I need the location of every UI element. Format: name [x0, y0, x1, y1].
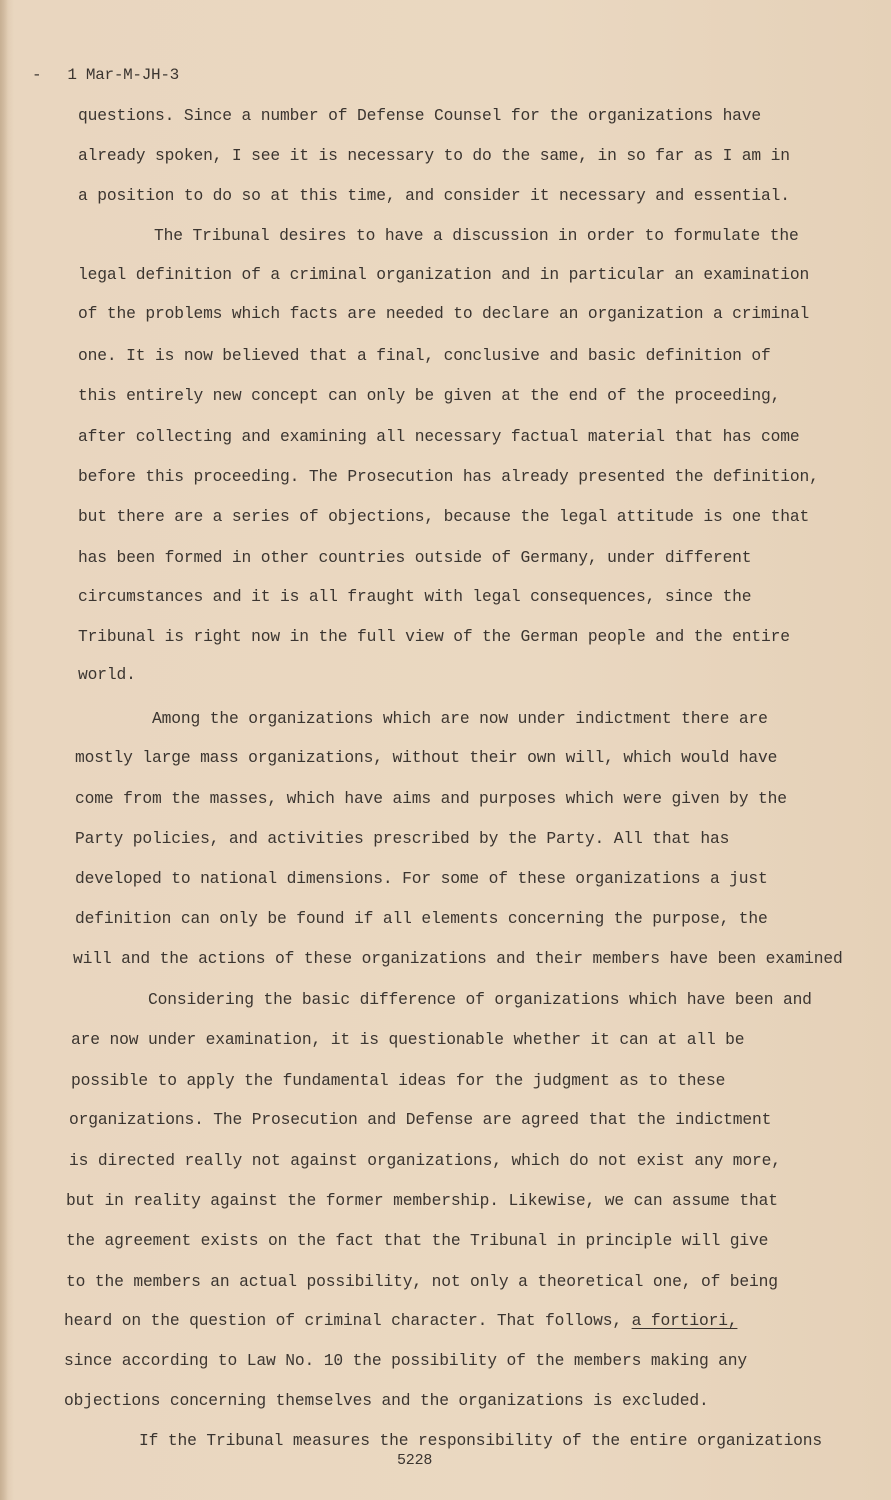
- paragraph-3-line-6: definition can only be found if all elements concerning the purpose, the: [75, 909, 768, 928]
- paragraph-4-line-1: Considering the basic difference of organizations which have been and: [148, 990, 812, 1009]
- paragraph-5-line-1: If the Tribunal measures the responsibility of the entire organizations: [139, 1431, 823, 1450]
- paragraph-4-line-11: objections concerning themselves and the organizations is excluded.: [64, 1391, 709, 1410]
- paragraph-2-line-7: before this proceeding. The Prosecution has already presented the definition,: [78, 467, 819, 486]
- paragraph-4-line-9-text: heard on the question of criminal character. That follows,: [64, 1311, 622, 1330]
- paragraph-3-line-3: come from the masses, which have aims and purposes which were given by the: [75, 789, 787, 808]
- paragraph-4-line-7: the agreement exists on the fact that the Tribunal in principle will give: [66, 1231, 769, 1250]
- paragraph-4-line-2: are now under examination, it is questionable whether it can at all be: [71, 1030, 745, 1049]
- page-number: 5228: [397, 1452, 433, 1469]
- paragraph-1-line-3: a position to do so at this time, and consider it necessary and essential.: [78, 186, 790, 205]
- header-bullet: -: [32, 66, 42, 84]
- paragraph-2-line-3: of the problems which facts are needed to declare an organization a criminal: [78, 304, 810, 323]
- paper-left-edge: [0, 0, 8, 1500]
- paragraph-4-line-9: [64, 1311, 737, 1331]
- paragraph-2-line-5: this entirely new concept can only be given at the end of the proceeding,: [78, 386, 781, 405]
- paragraph-3-line-4: Party policies, and activities prescribed by the Party. All that has: [75, 829, 730, 848]
- latin-phrase: a fortiori,: [631, 1311, 738, 1330]
- paragraph-4-line-4: organizations. The Prosecution and Defense are agreed that the indictment: [69, 1110, 772, 1129]
- document-reference: 1 Mar-M-JH-3: [67, 66, 179, 84]
- paragraph-2-line-4: one. It is now believed that a final, conclusive and basic definition of: [78, 346, 771, 365]
- paragraph-2-line-12: world.: [78, 665, 136, 684]
- paragraph-1-line-1: questions. Since a number of Defense Counsel for the organizations have: [78, 106, 762, 125]
- paragraph-4-line-8: to the members an actual possibility, not only a theoretical one, of being: [66, 1272, 778, 1291]
- paragraph-3-line-5: developed to national dimensions. For some of these organizations a just: [75, 869, 768, 888]
- paragraph-2-line-2: legal definition of a criminal organization and in particular an examination: [78, 265, 810, 284]
- paragraph-4-line-5: is directed really not against organizations, which do not exist any more,: [69, 1151, 781, 1170]
- paragraph-4-line-10: since according to Law No. 10 the possibility of the members making any: [64, 1351, 748, 1370]
- paragraph-3-line-2: mostly large mass organizations, without their own will, which would have: [75, 748, 778, 767]
- paragraph-2-line-1: The Tribunal desires to have a discussion in order to formulate the: [154, 226, 799, 245]
- paragraph-2-line-9: has been formed in other countries outside of Germany, under different: [78, 548, 752, 567]
- paragraph-2-line-11: Tribunal is right now in the full view of the German people and the entire: [78, 627, 790, 646]
- paragraph-2-line-10: circumstances and it is all fraught with legal consequences, since the: [78, 587, 752, 606]
- paragraph-2-line-6: after collecting and examining all necessary factual material that has come: [78, 427, 800, 446]
- paragraph-1-line-2: already spoken, I see it is necessary to do the same, in so far as I am in: [78, 146, 790, 165]
- page-header: [32, 66, 179, 84]
- paragraph-4-line-3: possible to apply the fundamental ideas for the judgment as to these: [71, 1071, 726, 1090]
- paragraph-3-line-7: will and the actions of these organizations and their members have been examined: [73, 949, 843, 968]
- paragraph-2-line-8: but there are a series of objections, because the legal attitude is one that: [78, 507, 810, 526]
- paragraph-3-line-1: Among the organizations which are now under indictment there are: [152, 709, 768, 728]
- paragraph-4-line-6: but in reality against the former membership. Likewise, we can assume that: [66, 1191, 778, 1210]
